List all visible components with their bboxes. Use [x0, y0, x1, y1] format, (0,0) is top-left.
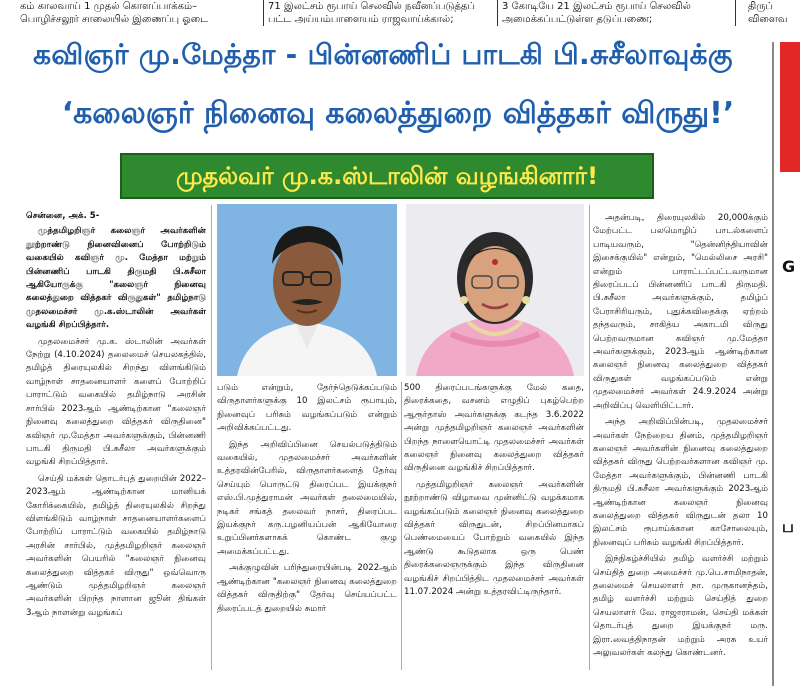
headline-banner: முதல்வர் மு.க.ஸ்டாலின் வழங்கினார்!	[120, 153, 654, 199]
strip-line: 71 இலட்சம் ரூபாய் செலவில் நவீனப்படுத்தப்	[268, 1, 475, 12]
strip-column-4	[748, 0, 798, 26]
advert-fragment-letter: G	[782, 257, 796, 276]
strip-column-2	[268, 0, 493, 26]
article-column-1	[26, 210, 206, 623]
article-paragraph: அதன்படி, திரையுலகில் 20,000க்கும் மேற்பட்ட பலமொழிப் பாடல்களைப் பாடியவரும், "தென்னிந்தியாவின் இசைக்குயில்" என்றும், "மெல்லிசை அரசி" என்றும் பாராட்டப்பட்டவருமான திரைப்படப் பின்னணிப் பாடகி திருமதி. பி.சுசீலா அவர்களுக்கும், தமிழ்ப் பேராசிரியரும், புதுக்கவிதைக்கு ஏற்றம் தந்தவரும், சாகித்ய அகாடமி விருது பெற்றவருமான கவிஞர் மு.மேத்தா அவர்களுக்கும், 2023ஆம் ஆண்டிற்கான கலைஞர் நினைவு கலைத்துறை வித்தகர் விருதுகள் வழங்கப்படும் என்று முதலமைச்சர் அவர்கள் 24.9.2024 அன்று அறிவிப்பு வெளியிட்டார்.	[593, 213, 768, 411]
article-paragraph: இந்நிகழ்ச்சியில் தமிழ் வளர்ச்சி மற்றும் செய்தித் துறை அமைச்சர் மு.பெ.சாமிநாதன், தலைமைச் செயலாளர் நா. முருகானந்தம், தமிழ் வளர்ச்சி மற்றும் செய்தித் துறை செயலாளர் வே. ராஜாராமன், செய்தி மக்கள் தொடர்புத் துறை இயக்குநர் மரு. இரா.வைத்திநாதன் மற்றும் அரசு உயர் அலுவலர்கள் கலந்து கொண்டனர்.	[593, 554, 768, 658]
poet-photo	[217, 204, 397, 376]
article-paragraph: 500 திரைப்படங்களுக்கு மேல் கதை, திரைக்கதை, வசனம் எழுதிப் புகழ்பெற்ற ஆரூர்தாஸ் அவர்களுக்கு கடந்த 3.6.2022 அன்று முத்தமிழறிஞர் கலைஞர் அவர்களின் பிறந்த நாளையொட்டி முதலமைச்சர் அவர்கள் கலைஞர் நினைவு கலைத்துறை வித்தகர் விருதினை வழங்கிச் சிறப்பித்தார்.	[404, 383, 584, 474]
headline-line-2: ‘கலைஞர் நினைவு கலைத்துறை வித்தகர் விருது!’	[61, 96, 735, 131]
article-paragraph: அந்த அறிவிப்பின்படி, முதலமைச்சர் அவர்கள் நேற்றைய தினம், முத்தமிழறிஞர் கலைஞர் அவர்களின் நினைவு கலைத்துறை வித்தகர் விருது பெற்றவர்களான கவிஞர் மு. மேத்தா அவர்களுக்கும், பின்னணி பாடகி திருமதி பி.சுசீலா அவர்களுக்கும் 2023ஆம் ஆண்டிற்கான கலைஞர் நினைவு கலைத்துறை வித்தகர் விருதுடன் தலா 10 இலட்சம் ரூபாய்க்கான காசோலையும், நினைவுப் பரிசும் வழங்கி சிறப்பித்தார்.	[593, 417, 768, 548]
previous-article-strip	[0, 0, 800, 28]
column-divider	[497, 0, 498, 26]
singer-photo	[406, 204, 584, 376]
singer-portrait-illustration	[406, 204, 584, 376]
poet-portrait-illustration	[217, 204, 397, 376]
dateline: சென்னை, அக். 5-	[26, 211, 100, 221]
strip-line: விளைவ	[748, 14, 788, 25]
column-divider	[211, 205, 212, 670]
article-column-3	[404, 382, 584, 603]
column-divider	[589, 205, 590, 670]
column-divider	[735, 0, 736, 26]
column-divider	[401, 382, 402, 670]
adjacent-advert-edge	[772, 42, 800, 686]
strip-column-3	[502, 0, 732, 26]
article-paragraph: செய்தி மக்கள் தொடர்புத் துறையின் 2022–2023ஆம் ஆண்டிற்கான மானியக் கோரிக்கையில், தமிழ்த் திரையுலகில் சிறந்து விளங்கிடும் வாழ்நாள் சாதனையாளர்களைப் போற்றிப் பாராட்டும் வகையில் தமிழ்நாடு அரசின் சார்பில், முத்தமிழறிஞர் கலைஞர் அவர்களின் பெயரில் "கலைஞர் நினைவு கலைத்துறை வித்தகர் விருது" ஒவ்வொரு ஆண்டும் முத்தமிழறிஞர் கலைஞர் அவர்களின் பிறந்த நாளான ஜூன் திங்கள் 3ஆம் நாளன்று வழங்கப்	[26, 473, 206, 618]
strip-line: அமைக்கப்பட்டுள்ள தடுப்பணை;	[502, 14, 653, 25]
article-paragraph: இந்த அறிவிப்பினை செயல்படுத்திடும் வகையில், முதலமைச்சர் அவர்களின் உத்தரவின்பேரில், விருதாளர்களைத் தேர்வு செய்யும் பொருட்டு திரைப்பட இயக்குநர் எஸ்.பி.முத்துராமன் அவர்கள் தலைமையில், நடிகர் சங்கத் தலைவர் நாசர், திரைப்பட இயக்குநர் கரு.பழனியப்பன் ஆகியோரை உறுப்பினர்களாகக் கொண்ட குழு அமைக்கப்பட்டது.	[217, 439, 397, 557]
article-paragraph: அக்குழுவின் பரிந்துரையின்படி 2022ஆம் ஆண்டிற்கான "கலைஞர் நினைவு கலைத்துறை வித்தகர் விருதிற்கு" தேர்வு செய்யப்பட்ட திரைப்படத் துறையில் சுமார்	[217, 563, 397, 614]
strip-line: திருப்	[748, 1, 773, 12]
article-column-2	[217, 382, 397, 619]
headline-line-1: கவிஞர் மு.மேத்தா - பின்னணிப் பாடகி பி.சுசீலாவுக்கு	[33, 38, 733, 71]
advert-fragment-letter: ப	[782, 517, 794, 536]
red-advert-block	[780, 42, 800, 172]
article-paragraph: முதலமைச்சர் மு.க. ஸ்டாலின் அவர்கள் நேற்று (4.10.2024) தலைமைச் செயலகத்தில், தமிழ்த் திரையுலகில் சிறந்து விளங்கிடும் வாழ்நாள் சாதனையாளர் களைப் போற்றிப் பாராட்டும் வகையில் தமிழ்நாடு அரசின் சார்பில் 2023ஆம் ஆண்டிற்கான "கலைஞர் நினைவு கலைத்துறை வித்தகர் விருதினை" கவிஞர் மு.மேத்தா அவர்களுக்கும், பின்னணி பாடகி திருமதி பி.சுசீலா அவர்களுக்கும் வழங்கி சிறப்பித்தார்.	[26, 336, 206, 468]
column-divider	[263, 0, 264, 26]
strip-line: 3 கோடியே 21 இலட்சம் ரூபாய் செலவில்	[502, 1, 691, 12]
article-paragraph: படும் என்றும், தேர்ந்தெடுக்கப்படும் விருதாளர்களுக்கு 10 இலட்சம் ரூபாயும், நினைவுப் பரிசும் வழங்கப்படும் என்றும் அறிவிக்கப்பட்டது.	[217, 383, 397, 434]
article-paragraph: முத்தமிழறிஞர் கலைஞர் அவர்களின் நூற்றாண்டு நினைவினைப் போற்றிடும் வகையில் கவிஞர் மு. மேத்தா மற்றும் பின்னணிப் பாடகி திருமதி பி.சுசீலா ஆகியோருக்கு "கலைஞர் நினைவு கலைத்துறை வித்தகர் விருதுகள்" தமிழ்நாடு முதலமைச்சர் மு.க.ஸ்டாலின் அவர்கள் வழங்கி சிறப்பித்தார்.	[26, 226, 206, 331]
article-paragraph: முத்தமிழறிஞர் கலைஞர் அவர்களின் நூற்றாண்டு விழாவை முன்னிட்டு வழக்கமாக வழங்கப்படும் கலைஞர் நினைவு கலைத்துறை வித்தகர் விருதுடன், சிறப்பினமாகப் பெண்மையைப் போற்றும் வகையில் இந்த ஆண்டு கூடுதலாக ஒரு பெண் திரைக்கலைஞருக்கும் இந்த விருதினை வழங்கிச் சிறப்பித்திட முதலமைச்சர் அவர்கள் 11.07.2024 அன்று உத்தரவிட்டிருந்தார்.	[404, 479, 584, 598]
strip-line: கம் காலவாய் 1 முதல் கொளப்பாக்கம்–	[20, 1, 198, 12]
strip-line: பட்ட அய்யம்பாளையம் ராஜவாய்க்கால்;	[268, 14, 454, 25]
strip-column-1	[20, 0, 260, 26]
article-column-4	[593, 212, 768, 663]
strip-line: பொழிச்சலூர் சாலையில் இணைப்பு ஓடை	[20, 14, 209, 25]
